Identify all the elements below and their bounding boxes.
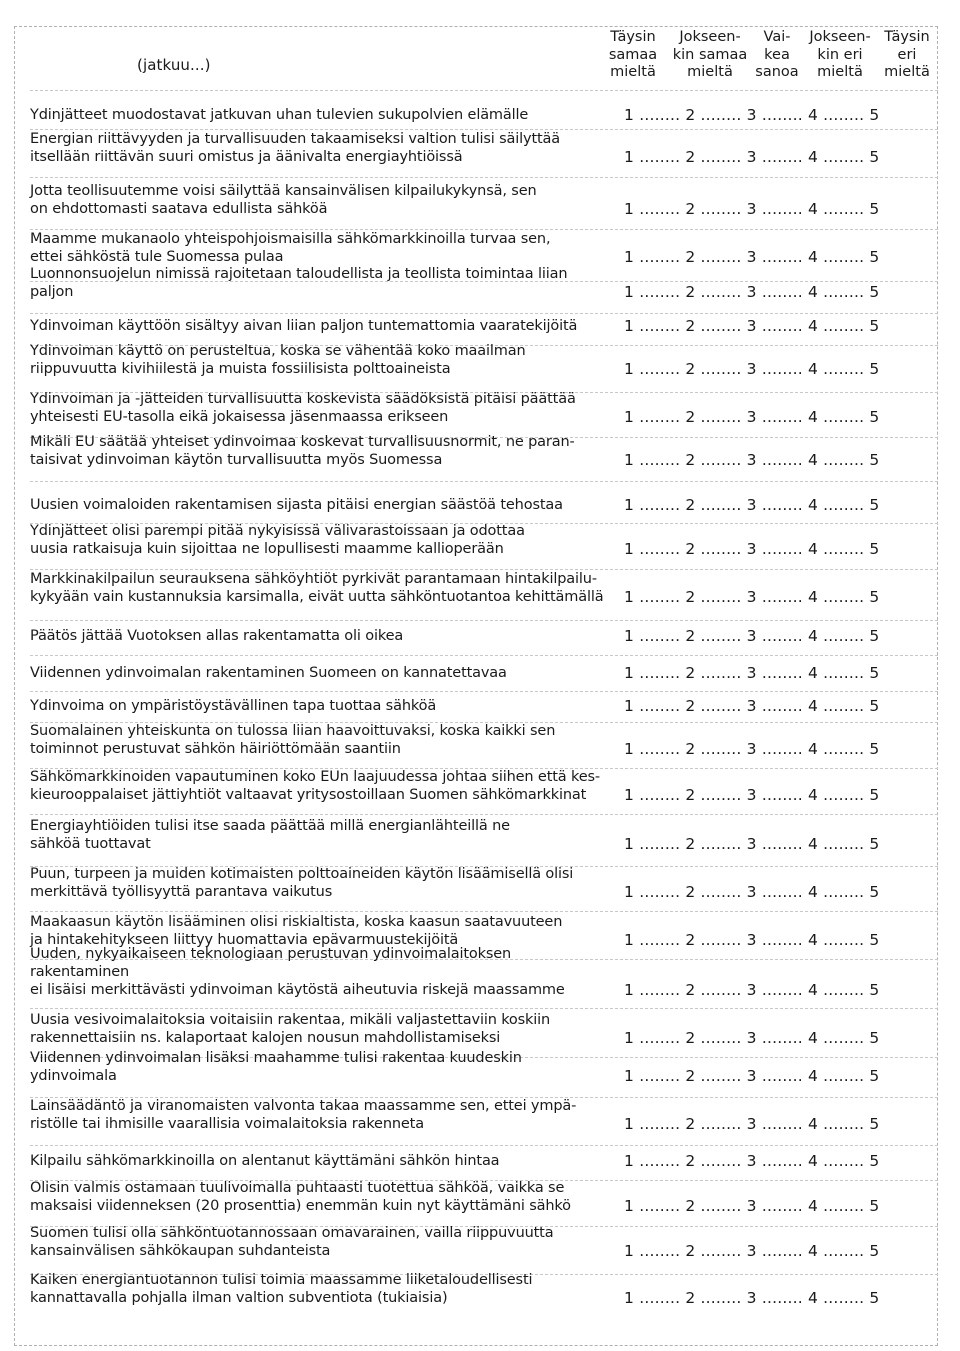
statement-text: Ydinvoiman käyttöön sisältyy aivan liian paljon tuntemattomia vaaratekijöitä <box>30 318 578 334</box>
statement-text: Ydinjätteet muodostavat jatkuvan uhan tulevien sukupolvien elämälle <box>30 107 529 123</box>
rating-scale[interactable]: 1 ........ 2 ........ 3 ........ 4 ........ 5 <box>624 697 880 715</box>
rating-scale[interactable]: 1 ........ 2 ........ 3 ........ 4 ........ 5 <box>624 200 880 218</box>
statement-text: Ydinvoiman käyttö on perusteltua, koska se vähentää koko maailman riippuvuutta kivihiilestä ja muista fossiilisista polttoaineista <box>30 343 526 377</box>
rating-scale[interactable]: 1 ........ 2 ........ 3 ........ 4 ........ 5 <box>624 248 880 266</box>
statement-text: Energian riittävyyden ja turvallisuuden takaamiseksi valtion tulisi säilyttää itsellään riittävän suuri omistus ja äänivalta energiayhtiöissä <box>30 131 560 165</box>
rating-scale[interactable]: 1 ........ 2 ........ 3 ........ 4 ........ 5 <box>624 148 880 166</box>
rating-scale[interactable]: 1 ........ 2 ........ 3 ........ 4 ........ 5 <box>624 1242 880 1260</box>
column-header-fully-agree: Täysin samaa mieltä <box>608 29 658 80</box>
statement-text: Kaiken energiantuotannon tulisi toimia maassamme liiketaloudellisesti kannattavalla pohjalla ilman valtion subventiota (tukiaisia) <box>30 1272 533 1306</box>
statement-text: Maakaasun käytön lisääminen olisi riskialtista, koska kaasun saatavuuteen ja hintakehitykseen liittyy huomattavia epävarmuustekijöitä <box>30 914 563 948</box>
statement-text: Lainsäädäntö ja viranomaisten valvonta takaa maassamme sen, ettei ympä- ristölle tai ihmisille vaarallisia voimalaitoksia rakenneta <box>30 1098 577 1132</box>
statement-text: Uuden, nykyaikaiseen teknologiaan perustuvan ydinvoimalaitoksen rakentaminen ei lisäisi merkittävästi ydinvoiman käytöstä aiheutuvia riskejä maassamme <box>30 946 565 998</box>
statement-text: Olisin valmis ostamaan tuulivoimalla puhtaasti tuotettua sähköä, vaikka se maksaisi viidenneksen (20 prosenttia) enemmän kuin nyt käyttämäni sähkö <box>30 1180 571 1214</box>
statement-text: Sähkömarkkinoiden vapautuminen koko EUn laajuudessa johtaa siihen että kes- kieurooppalaiset jättiyhtiöt valtaavat yritysostoillaan Suomen sähkömarkkinat <box>30 769 600 803</box>
rating-scale[interactable]: 1 ........ 2 ........ 3 ........ 4 ........ 5 <box>624 408 880 426</box>
rating-scale[interactable]: 1 ........ 2 ........ 3 ........ 4 ........ 5 <box>624 496 880 514</box>
statement-text: Ydinvoima on ympäristöystävällinen tapa tuottaa sähköä <box>30 698 437 714</box>
rating-scale[interactable]: 1 ........ 2 ........ 3 ........ 4 ........ 5 <box>624 740 880 758</box>
statement-row <box>30 1247 938 1307</box>
rating-scale[interactable]: 1 ........ 2 ........ 3 ........ 4 ........ 5 <box>624 1115 880 1133</box>
rating-scale[interactable]: 1 ........ 2 ........ 3 ........ 4 ........ 5 <box>624 540 880 558</box>
rating-scale[interactable]: 1 ........ 2 ........ 3 ........ 4 ........ 5 <box>624 664 880 682</box>
rating-scale[interactable]: 1 ........ 2 ........ 3 ........ 4 ........ 5 <box>624 317 880 335</box>
rating-scale[interactable]: 1 ........ 2 ........ 3 ........ 4 ........ 5 <box>624 1152 880 1170</box>
rating-scale[interactable]: 1 ........ 2 ........ 3 ........ 4 ........ 5 <box>624 883 880 901</box>
rating-scale[interactable]: 1 ........ 2 ........ 3 ........ 4 ........ 5 <box>624 451 880 469</box>
statement-text: Suomalainen yhteiskunta on tulossa liian haavoittuvaksi, koska kaikki sen toiminnot perustuvat sähkön häiriöttömään saantiin <box>30 723 556 757</box>
statement-text: Jotta teollisuutemme voisi säilyttää kansainvälisen kilpailukykynsä, sen on ehdottomasti saatava edullista sähköä <box>30 183 537 217</box>
statement-text: Viidennen ydinvoimalan lisäksi maahamme tulisi rakentaa kuudeskin ydinvoimala <box>30 1050 522 1084</box>
statement-text: Viidennen ydinvoimalan rakentaminen Suomeen on kannatettavaa <box>30 665 507 681</box>
rating-scale[interactable]: 1 ........ 2 ........ 3 ........ 4 ........ 5 <box>624 1067 880 1085</box>
statement-text: Puun, turpeen ja muiden kotimaisten polttoaineiden käytön lisäämisellä olisi merkittävä työllisyyttä parantava vaikutus <box>30 866 574 900</box>
rating-scale[interactable]: 1 ........ 2 ........ 3 ........ 4 ........ 5 <box>624 627 880 645</box>
statement-text: Uusia vesivoimalaitoksia voitaisiin rakentaa, mikäli valjastettaviin koskiin rakennettaisiin ns. kalaportaat kalojen nousun mahdollistamiseksi <box>30 1012 551 1046</box>
statement-text: Mikäli EU säätää yhteiset ydinvoimaa koskevat turvallisuusnormit, ne paran- taisivat ydinvoiman käytön turvallisuutta myös Suomessa <box>30 434 575 468</box>
statement-text: Uusien voimaloiden rakentamisen sijasta pitäisi energian säästöä tehostaa <box>30 497 563 513</box>
statement-text: Energiayhtiöiden tulisi itse saada päättää millä energianlähteillä ne sähköä tuottavat <box>30 818 510 852</box>
column-header-hard-to-say: Vai- kea sanoa <box>755 29 799 80</box>
rating-scale[interactable]: 1 ........ 2 ........ 3 ........ 4 ........ 5 <box>624 588 880 606</box>
continued-label: (jatkuu...) <box>137 56 211 74</box>
rating-scale[interactable]: 1 ........ 2 ........ 3 ........ 4 ........ 5 <box>624 1197 880 1215</box>
rating-scale[interactable]: 1 ........ 2 ........ 3 ........ 4 ........ 5 <box>624 981 880 999</box>
rating-scale[interactable]: 1 ........ 2 ........ 3 ........ 4 ........ 5 <box>624 835 880 853</box>
statement-text: Markkinakilpailun seurauksena sähköyhtiöt pyrkivät parantamaan hintakilpailu- kykyään vain kustannuksia karsimalla, eivät uutta sähköntuotantoa kehittämällä <box>30 571 604 605</box>
statement-text: Ydinjätteet olisi parempi pitää nykyisissä välivarastoissaan ja odottaa uusia ratkaisuja kuin sijoittaa ne lopullisesti maamme kallioperään <box>30 523 525 557</box>
statement-text: Maamme mukanaolo yhteispohjoismaisilla sähkömarkkinoilla turvaa sen, ettei sähköstä tule Suomessa pulaa <box>30 231 551 265</box>
column-header-somewhat-agree: Jokseen- kin samaa mieltä <box>672 29 748 80</box>
rating-scale[interactable]: 1 ........ 2 ........ 3 ........ 4 ........ 5 <box>624 931 880 949</box>
statement-text: Ydinvoiman ja -jätteiden turvallisuutta koskevista säädöksistä pitäisi päättää yhteisesti EU-tasolla eikä jokaisessa jäsenmaassa erikseen <box>30 391 576 425</box>
column-header-somewhat-disagree: Jokseen- kin eri mieltä <box>809 29 871 80</box>
rating-scale[interactable]: 1 ........ 2 ........ 3 ........ 4 ........ 5 <box>624 283 880 301</box>
statement-text: Kilpailu sähkömarkkinoilla on alentanut käyttämäni sähkön hintaa <box>30 1153 500 1169</box>
column-header-fully-disagree: Täysin eri mieltä <box>884 29 930 80</box>
statement-text: Luonnonsuojelun nimissä rajoitetaan taloudellista ja teollista toimintaa liian paljon <box>30 266 568 300</box>
rating-scale[interactable]: 1 ........ 2 ........ 3 ........ 4 ........ 5 <box>624 106 880 124</box>
rating-scale[interactable]: 1 ........ 2 ........ 3 ........ 4 ........ 5 <box>624 1029 880 1047</box>
statement-text: Päätös jättää Vuotoksen allas rakentamatta oli oikea <box>30 628 404 644</box>
rating-scale[interactable]: 1 ........ 2 ........ 3 ........ 4 ........ 5 <box>624 360 880 378</box>
rating-scale[interactable]: 1 ........ 2 ........ 3 ........ 4 ........ 5 <box>624 786 880 804</box>
rating-scale[interactable]: 1 ........ 2 ........ 3 ........ 4 ........ 5 <box>624 1289 880 1307</box>
statement-row <box>30 106 938 166</box>
statement-text: Suomen tulisi olla sähköntuotannossaan omavarainen, vailla riippuvuutta kansainvälisen sähkökaupan suhdanteista <box>30 1225 554 1259</box>
